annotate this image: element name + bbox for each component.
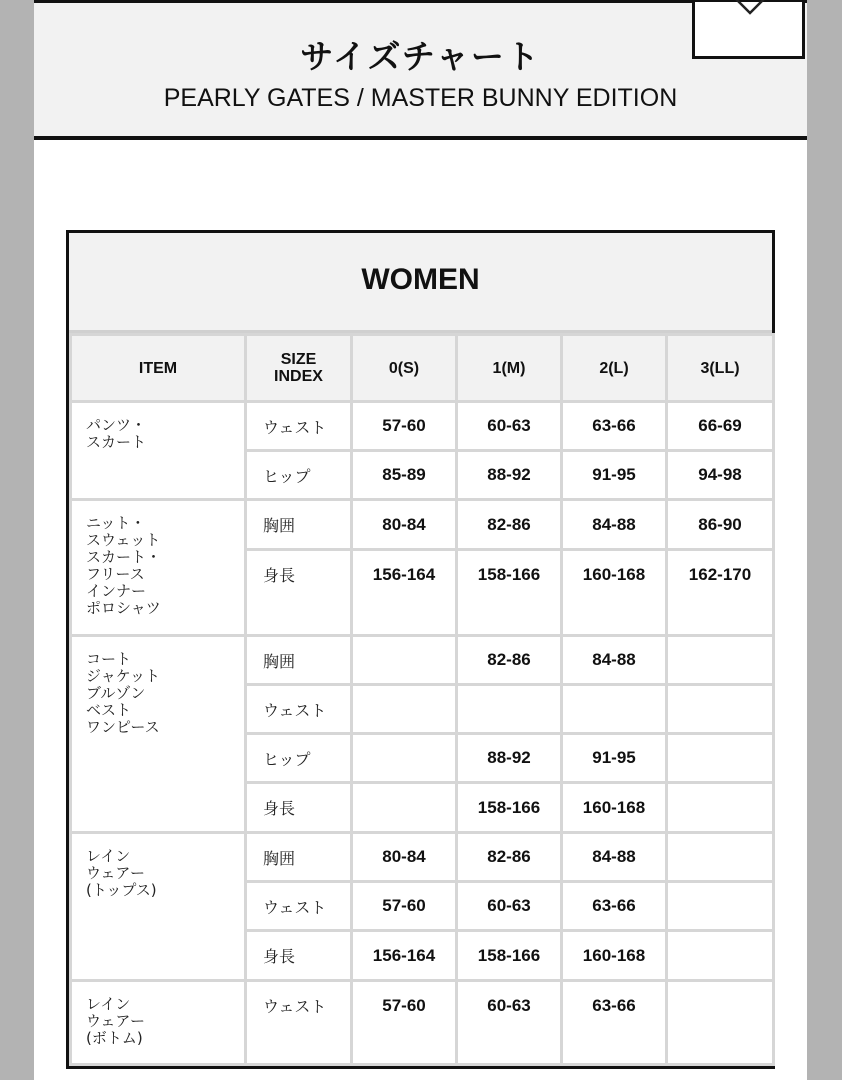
size-value-cell: 84-88 [562,636,667,685]
size-value-cell: 63-66 [562,402,667,451]
size-value-cell: 82-86 [457,500,562,550]
size-value-cell: 160-168 [562,931,667,981]
size-index-cell: 身長 [246,783,352,833]
column-header-l: 2(L) [562,335,667,402]
column-header-size-index: SIZE INDEX [246,335,352,402]
size-index-cell: 胸囲 [246,500,352,550]
size-value-cell: 63-66 [562,882,667,931]
table-row [71,500,774,550]
size-value-cell: 158-166 [457,550,562,636]
size-index-cell: 身長 [246,931,352,981]
size-value-cell [667,931,774,981]
item-category-cell: パンツ・ スカート [71,402,246,500]
item-category-cell: レイン ウェアー (トップス) [71,833,246,981]
page-title: サイズチャート [300,37,541,76]
size-value-cell: 57-60 [352,882,457,931]
size-value-cell: 158-166 [457,783,562,833]
size-value-cell: 66-69 [667,402,774,451]
brand-subtitle: PEARLY GATES / MASTER BUNNY EDITION [163,84,678,112]
size-value-cell [667,734,774,783]
size-value-cell [667,833,774,882]
size-value-cell [352,783,457,833]
size-index-cell: 身長 [246,550,352,636]
table-row [71,402,774,451]
size-value-cell: 86-90 [667,500,774,550]
size-value-cell [562,685,667,734]
close-chevron-icon [733,0,767,24]
modal-header [34,0,807,140]
size-index-cell: ウェスト [246,685,352,734]
size-value-cell [352,636,457,685]
size-value-cell [667,685,774,734]
size-value-cell: 156-164 [352,931,457,981]
size-value-cell: 63-66 [562,981,667,1065]
table-row [71,833,774,882]
size-index-cell: ウェスト [246,981,352,1065]
size-value-cell [352,734,457,783]
column-header-ll: 3(LL) [667,335,774,402]
size-value-cell: 85-89 [352,451,457,500]
size-index-cell: ヒップ [246,451,352,500]
close-button[interactable] [692,0,805,59]
size-value-cell [667,981,774,1065]
size-value-cell [352,685,457,734]
size-index-cell: ウェスト [246,402,352,451]
size-value-cell: 91-95 [562,734,667,783]
size-value-cell: 57-60 [352,402,457,451]
size-chart-modal [34,0,807,1080]
size-value-cell: 57-60 [352,981,457,1065]
size-value-cell: 84-88 [562,833,667,882]
column-header-item: ITEM [71,335,246,402]
size-value-cell: 84-88 [562,500,667,550]
women-size-table [66,230,775,1069]
size-index-cell: 胸囲 [246,636,352,685]
size-table [69,333,775,1066]
size-value-cell: 60-63 [457,981,562,1065]
size-value-cell [667,882,774,931]
size-value-cell: 60-63 [457,402,562,451]
size-index-cell: ウェスト [246,882,352,931]
size-value-cell: 91-95 [562,451,667,500]
item-category-cell: ニット・ スウェット スカート・ フリース インナー ポロシャツ [71,500,246,636]
column-header-s: 0(S) [352,335,457,402]
table-row [71,636,774,685]
section-header [69,233,772,333]
size-value-cell: 60-63 [457,882,562,931]
size-value-cell: 80-84 [352,833,457,882]
size-value-cell: 88-92 [457,734,562,783]
size-value-cell [667,783,774,833]
size-value-cell: 88-92 [457,451,562,500]
table-row [71,981,774,1065]
size-value-cell: 160-168 [562,783,667,833]
size-index-cell: 胸囲 [246,833,352,882]
size-value-cell: 156-164 [352,550,457,636]
size-value-cell [667,636,774,685]
size-value-cell: 162-170 [667,550,774,636]
column-header-m: 1(M) [457,335,562,402]
size-value-cell: 82-86 [457,833,562,882]
section-title: WOMEN [361,262,480,296]
size-value-cell: 82-86 [457,636,562,685]
size-value-cell: 160-168 [562,550,667,636]
table-header-row [71,335,774,402]
size-value-cell: 158-166 [457,931,562,981]
item-category-cell: コート ジャケット ブルゾン ベスト ワンピース [71,636,246,833]
size-value-cell: 94-98 [667,451,774,500]
size-value-cell: 80-84 [352,500,457,550]
size-index-cell: ヒップ [246,734,352,783]
size-value-cell [457,685,562,734]
item-category-cell: レイン ウェアー (ボトム) [71,981,246,1065]
